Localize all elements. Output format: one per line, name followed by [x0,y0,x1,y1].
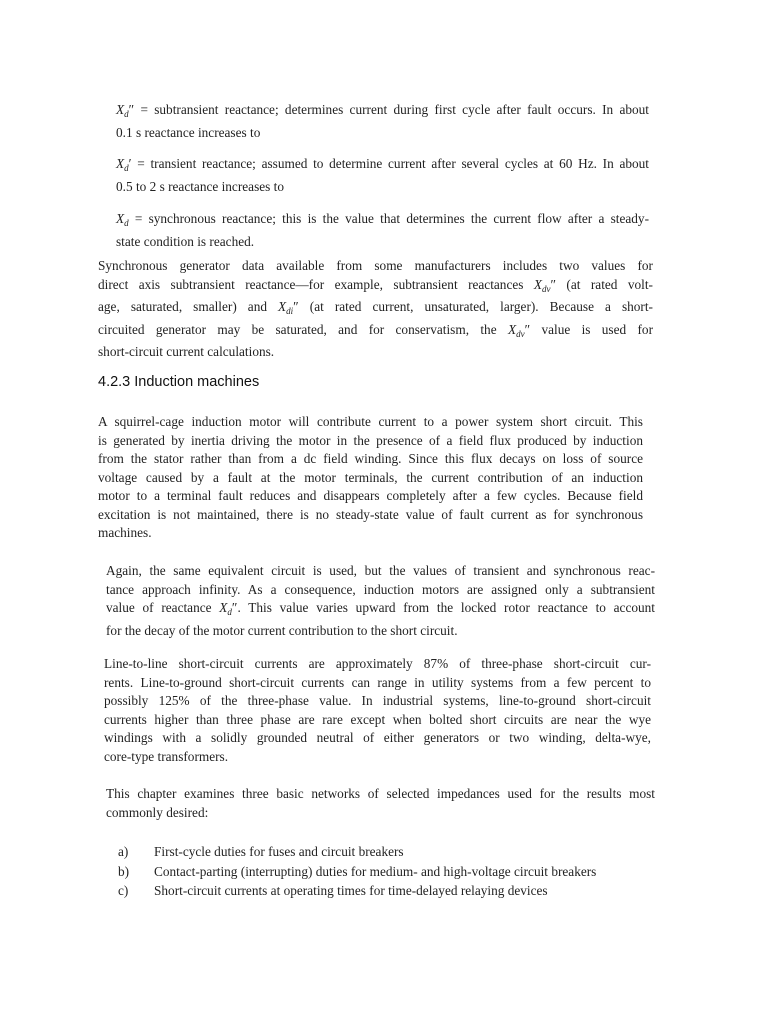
paragraph-induction-motor: A squirrel-cage induction motor will contribute current to a power system short circuit. This is generated by inertia driving the motor in the presence of a field flux produced by induction from the stator rather than from a dc field winding. Since this flux decays on loss of source voltage caused by a fault at the motor terminals, the current contribution of an induction motor to a terminal fault reduces and disappears completely after a few cycles. Because field excitation is not maintained, there is no steady-state value of fault current as for synchronous machines. [98,414,643,540]
definition-synchronous: $X_d$ = synchronous reactance; this is the value that determines the current flow after a steady- state condition is reached. [116,211,649,249]
list-text: Short-circuit currents at operating times for time-delayed relaying devices [154,883,548,898]
paragraph-equivalent-circuit: Again, the same equivalent circuit is used, but the values of transient and synchronous reac- tance approach infinity. As a consequence, induction motors are assigned only a subtransient value of reactance $X_d''$. This value varies upward from the locked rotor reactance to account for the decay of the motor current contribution to the short circuit. [106,563,655,638]
duties-list [118,842,596,901]
paragraph-generator-data: Synchronous generator data available from some manufacturers includes two values for direct axis subtransient reactance—for example, subtransient reactances $X_{dv}''$ (at rated volt- age, saturated, smaller) and $X_{di}''$ (at rated current, unsaturated, larger). Because a short- circuited generator may be saturated, and for conservatism, the $X_{dv}''$ value is used for short-circuit current calculations. [98,258,653,359]
paragraph-chapter-intro: This chapter examines three basic networks of selected impedances used for the results most commonly desired: [106,786,655,820]
list-label: b) [118,863,130,879]
list-text: First-cycle duties for fuses and circuit breakers [154,844,404,859]
symbol: X [116,211,125,226]
symbol: X [116,156,125,171]
list-label: a) [118,844,129,859]
paragraph-line-to-line: Line-to-line short-circuit currents are approximately 87% of three-phase short-circuit cur- rents. Line-to-ground short-circuit currents can range in utility systems from a few percent to possibly 125% of the three-phase value. In industrial systems, line-to-ground short-circuit currents higher than three phase are rare except when bolted short circuits are near the wye windings with a solidly grounded neutral of either generators or two winding, delta-wye, core-type transformers. [104,656,651,764]
list-item [118,842,596,862]
list-label: c) [118,883,129,898]
definition-subtransient: $X_d''$ = subtransient reactance; determines current during first cycle after fault occurs. In about 0.1 s reactance increases to [116,102,649,140]
list-item [118,862,596,882]
list-item [118,881,596,901]
symbol: X [116,102,125,117]
definition-transient: $X_d'$ = transient reactance; assumed to determine current after several cycles at 60 Hz. In about 0.5 to 2 s reactance increases to [116,156,649,194]
section-heading: 4.2.3 Induction machines [98,374,260,390]
list-text: Contact-parting (interrupting) duties for medium- and high-voltage circuit breakers [154,863,597,879]
